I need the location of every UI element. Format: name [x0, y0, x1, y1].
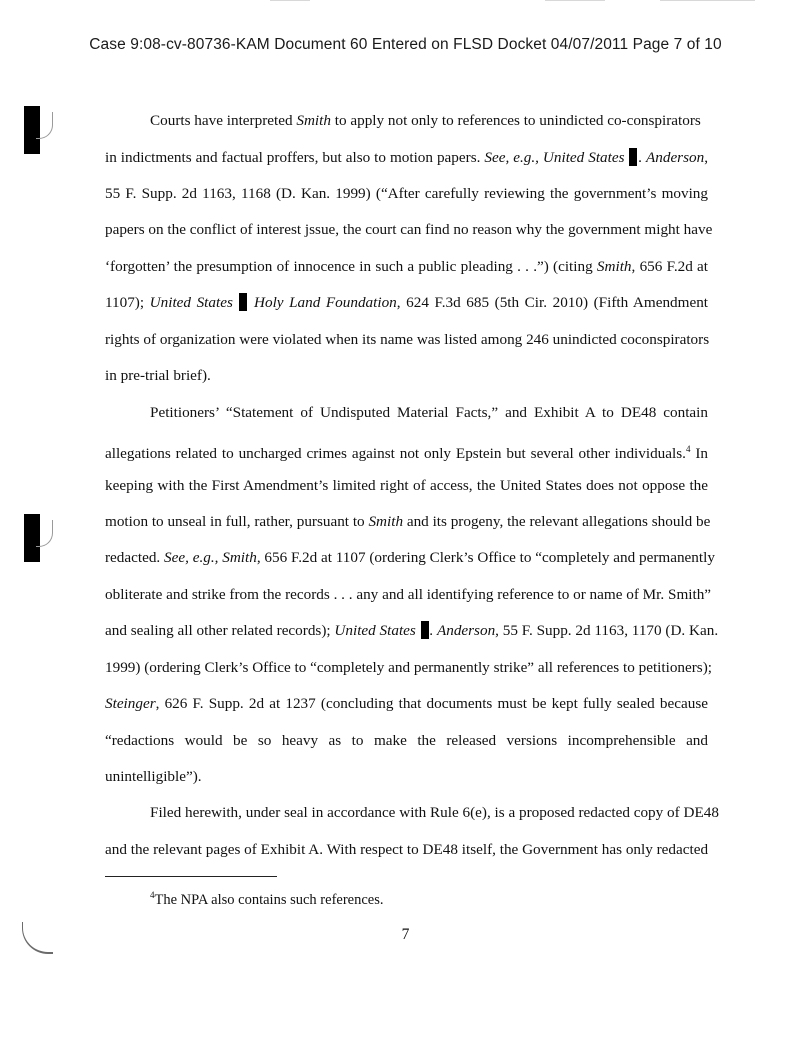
body-text-run: to apply not only to references to unindicted co-conspirators — [330, 112, 701, 129]
scan-edge-rule — [660, 0, 755, 1]
body-text-run: redacted. — [105, 549, 165, 566]
body-line — [105, 476, 708, 496]
redaction-block — [421, 621, 429, 639]
citation-text: See, e.g., United States — [484, 149, 629, 166]
scan-edge-rule — [270, 0, 310, 1]
body-text-run: “redactions would be so heavy as to make the released versions incomprehensible and — [105, 732, 708, 749]
body-line — [105, 585, 712, 605]
body-text-run: Filed herewith, under seal in accordance with Rule 6(e), is a proposed redacted copy of DE48 — [150, 804, 719, 821]
body-line — [105, 330, 708, 350]
body-line — [105, 257, 708, 277]
citation-text: United States — [334, 622, 420, 639]
body-text-run: unintelligible”). — [105, 768, 202, 785]
redaction-block — [239, 293, 247, 311]
body-text-run: , 626 F. Supp. 2d at 1237 (concluding that documents must be kept fully sealed because — [155, 695, 708, 712]
body-text-run: allegations related to uncharged crimes against not only Epstein but several other individuals. — [105, 445, 686, 462]
body-line — [105, 731, 708, 751]
body-line — [105, 621, 719, 641]
docket-header: Case 9:08-cv-80736-KAM Document 60 Entered on FLSD Docket 04/07/2011 Page 7 of 10 — [89, 36, 722, 53]
body-text-run: papers on the conflict of interest jssue, the court can find no reason why the government might have — [105, 221, 713, 238]
body-line — [105, 767, 708, 787]
body-text-run: and its progeny, the relevant allegations should be — [403, 513, 711, 530]
body-text-run: Courts have interpreted — [150, 112, 297, 129]
body-text-run: ‘forgotten’ the presumption of innocence in such a public pleading . . .”) (citing — [105, 258, 597, 275]
body-line — [105, 220, 713, 240]
citation-text: Smith — [368, 513, 404, 530]
body-text-run: , 55 F. Supp. 2d 1163, 1170 (D. Kan. — [495, 622, 719, 639]
body-text-run: rights of organization were violated when its name was listed among 246 unindicted coconspirators — [105, 331, 710, 348]
body-text-run: 1999) (ordering Clerk’s Office to “completely and permanently strike” all references to petitioners); — [105, 659, 712, 676]
citation-text: . Anderson — [638, 149, 705, 166]
scan-edge-rule — [545, 0, 605, 1]
footnote-text: The NPA also contains such references. — [154, 892, 384, 908]
footnote-reference: 4 — [685, 444, 691, 454]
margin-mark — [36, 112, 53, 139]
body-text-run: motion to unseal in full, rather, pursuant to — [105, 513, 369, 530]
body-line — [105, 548, 715, 568]
body-text-run: 55 F. Supp. 2d 1163, 1168 (D. Kan. 1999) (“After carefully reviewing the government’s moving — [105, 185, 708, 202]
citation-text: Holy Land Foundation — [248, 294, 397, 311]
body-text-run: in indictments and factual proffers, but also to motion papers. — [105, 149, 485, 166]
body-line — [150, 111, 708, 131]
body-line — [105, 184, 708, 204]
body-text-run: , — [704, 149, 708, 166]
body-line — [105, 840, 708, 860]
citation-text: Steinger — [105, 695, 156, 712]
body-line — [105, 694, 708, 714]
body-text-run: and the relevant pages of Exhibit A. With respect to DE48 itself, the Government has only redacted — [105, 841, 709, 858]
body-text-run: Petitioners’ “Statement of Undisputed Material Facts,” and Exhibit A to DE48 contain — [150, 404, 708, 421]
margin-mark — [36, 520, 53, 547]
footnote-separator — [105, 876, 277, 877]
citation-text: Smith — [296, 112, 331, 129]
body-text-run: , 624 F.3d 685 (5th Cir. 2010) (Fifth Amendment — [396, 294, 709, 311]
body-line — [105, 658, 712, 678]
citation-text: See, e.g., Smith — [164, 549, 257, 566]
body-line — [105, 293, 708, 313]
citation-text: . Anderson — [429, 622, 496, 639]
body-text-run: , 656 F.2d at 1107 (ordering Clerk’s Office to “completely and permanently — [256, 549, 715, 566]
page-number: 7 — [401, 926, 410, 943]
body-line — [105, 366, 708, 386]
redaction-block — [629, 148, 637, 166]
body-line — [105, 512, 711, 532]
citation-text: United States — [149, 294, 239, 311]
body-line — [150, 803, 719, 823]
body-line — [105, 439, 708, 464]
body-text-run: in pre-trial brief). — [105, 367, 211, 384]
citation-text: Smith — [596, 258, 632, 275]
body-line — [105, 148, 708, 168]
body-text-run: In — [690, 445, 708, 462]
body-line — [150, 403, 708, 423]
body-text-run: , 656 F.2d at — [631, 258, 709, 275]
body-text-run: keeping with the First Amendment’s limited right of access, the United States does not oppose the — [105, 477, 708, 494]
page-corner-mark — [22, 922, 53, 954]
body-text-run: obliterate and strike from the records . . . any and all identifying reference to or name of Mr. Smith” — [105, 586, 712, 603]
body-text-run: and sealing all other related records); — [105, 622, 335, 639]
footnote — [150, 890, 383, 909]
body-text-run: 1107); — [105, 294, 150, 311]
footnote-marker: 4 — [150, 890, 155, 900]
